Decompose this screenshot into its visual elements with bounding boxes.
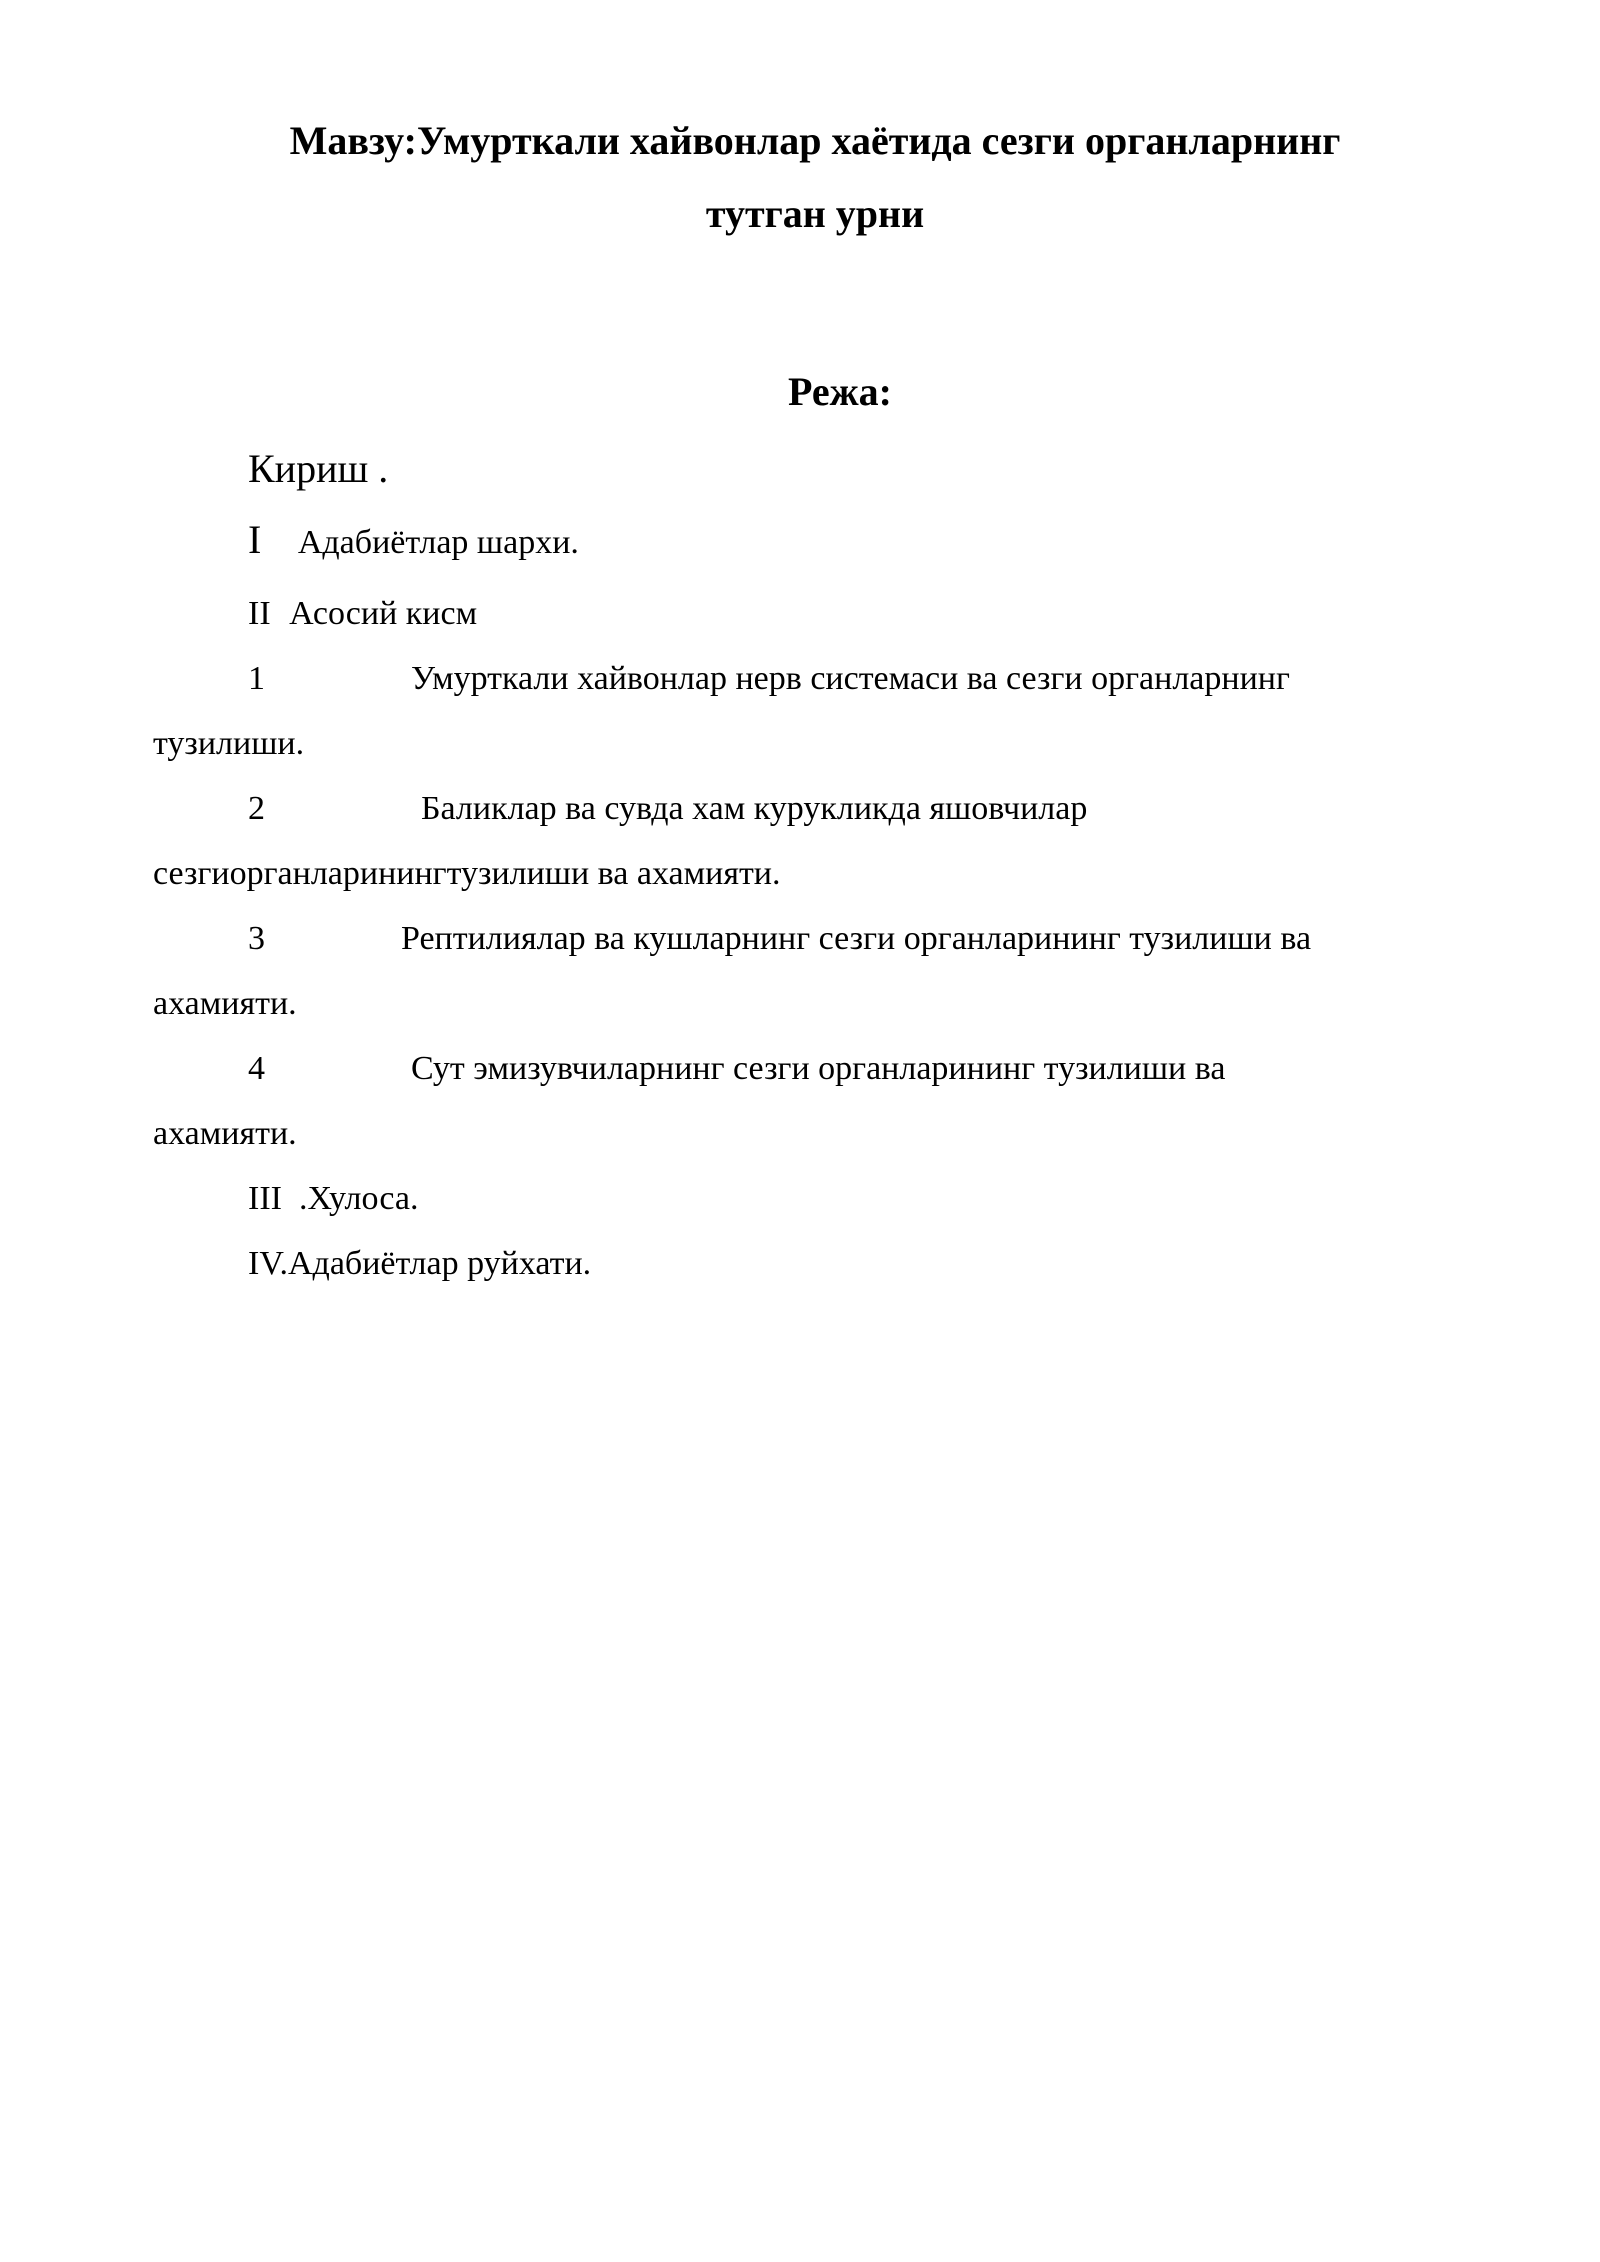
section-2-line xyxy=(248,593,477,635)
item-4-number: 4 xyxy=(248,1050,265,1087)
item-2-text: Баликлар ва сувда хам курукликда яшовчилар xyxy=(421,790,1088,827)
item-2-number: 2 xyxy=(248,790,265,827)
item-4-continuation: ахамияти. xyxy=(153,1115,297,1152)
item-3-text: Рептилиялар ва кушларнинг сезги органларининг тузилиши ва xyxy=(401,920,1312,957)
section-1-line xyxy=(248,519,579,564)
page-title-line-2: тутган урни xyxy=(705,191,925,236)
page-title-line-1: Мавзу:Умурткали хайвонлар хаётида сезги органларнинг xyxy=(289,118,1341,163)
item-1-text: Умурткали хайвонлар нерв системаси ва сезги органларнинг xyxy=(411,660,1290,697)
section-3-line: III .Хулоса. xyxy=(248,1180,419,1217)
item-4-text: Сут эмизувчиларнинг сезги органларининг тузилиши ва xyxy=(411,1050,1226,1087)
section-2-text: Асосий кисм xyxy=(289,595,478,632)
intro-line: Кириш . xyxy=(248,446,389,491)
item-1-number: 1 xyxy=(248,660,265,697)
item-2-continuation: сезгиорганларинингтузилиши ва ахамияти. xyxy=(153,855,781,892)
section-1-numeral: I xyxy=(248,517,262,562)
plan-heading: Режа: xyxy=(788,369,892,414)
item-3-number: 3 xyxy=(248,920,265,957)
item-3-continuation: ахамияти. xyxy=(153,985,297,1022)
section-4-line: IV.Адабиётлар руйхати. xyxy=(248,1245,592,1282)
section-2-numeral: II xyxy=(248,595,271,632)
item-1-continuation: тузилиши. xyxy=(153,725,305,762)
section-1-text: Адабиётлар шархи. xyxy=(297,524,579,561)
